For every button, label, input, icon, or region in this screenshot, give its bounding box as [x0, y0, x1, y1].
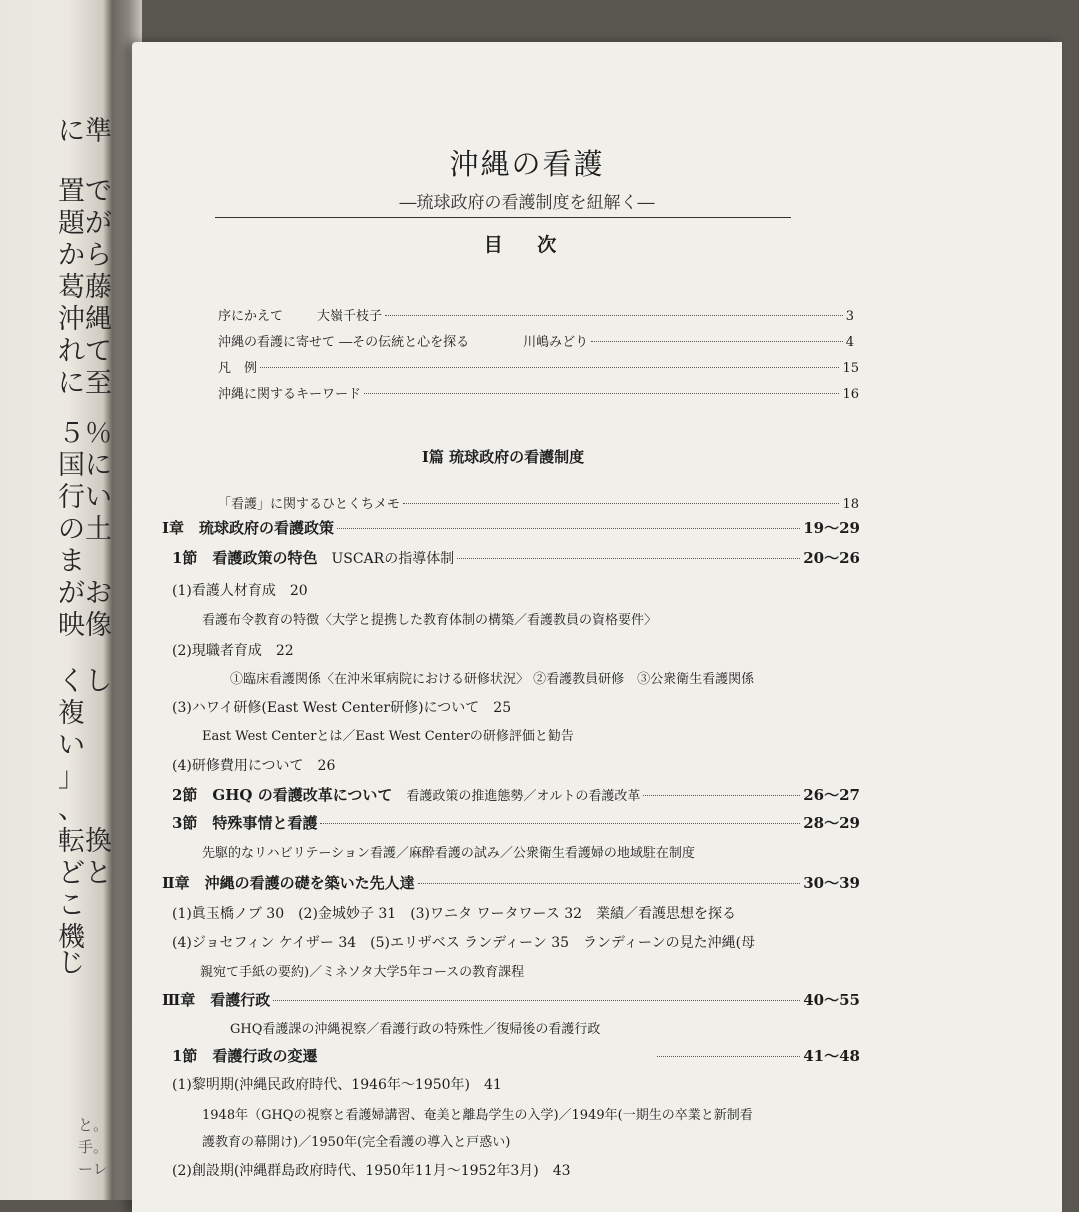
toc-chapter-1	[162, 517, 860, 538]
toc-item-3-1-line-1: 1948年（GHQの視察と看護婦講習、奄美と離島学生の入学)／1949年(一期生の卒業と新制看	[202, 1108, 753, 1123]
toc-entry-keywords	[218, 383, 859, 402]
chapter-page: 19～29	[803, 519, 860, 537]
toc-heading: 目 次	[483, 234, 571, 256]
chapter-label: Ⅰ章 琉球政府の看護政策	[162, 519, 335, 537]
toc-item-3-1-line-2: 護教育の幕開け)／1950年(完全看護の導入と戸惑い)	[202, 1135, 511, 1150]
left-page-text-fragment: 、	[58, 794, 85, 825]
leader-dots	[403, 503, 839, 504]
left-page-text-fragment: 機	[58, 922, 85, 953]
left-page-text-fragment: 葛藤	[58, 272, 112, 303]
entry-page: 18	[842, 497, 859, 512]
title-rule	[215, 217, 791, 218]
leader-dots	[260, 367, 839, 368]
left-page-text-fragment: ま	[58, 546, 85, 577]
entry-label: 沖縄の看護に寄せて ―その伝統と心を探る	[218, 335, 470, 350]
toc-item-3-1: (1)黎明期(沖縄民政府時代、1946年～1950年) 41	[172, 1077, 502, 1093]
chapter-page: 30～39	[803, 874, 860, 892]
entry-page: 15	[842, 361, 859, 376]
section-label: 1節 看護政策の特色	[172, 549, 318, 567]
left-page-text-fragment: い	[58, 730, 85, 761]
left-page-text-fragment: どと	[58, 858, 112, 889]
leader-dots	[385, 315, 843, 316]
left-page-text-fragment: がお	[58, 578, 112, 609]
toc-page	[132, 42, 1062, 1212]
left-page-text-fragment: 行い	[58, 482, 112, 513]
entry-author: 川嶋みどり	[523, 335, 589, 350]
entry-label: 序にかえて	[218, 309, 284, 324]
leader-dots	[273, 1000, 800, 1001]
toc-item-1-detail: 看護布令教育の特徴〈大学と提携した教育体制の構築／看護教員の資格要件〉	[202, 613, 658, 628]
left-page-text-fragment: こ	[58, 890, 85, 921]
leader-dots	[457, 558, 800, 559]
toc-item-2: (2)現職者育成 22	[172, 643, 294, 659]
left-page-text-fragment: くし	[58, 666, 112, 697]
toc-chapter-2-line-1: (1)眞玉橋ノブ 30 (2)金城妙子 31 (3)ワニタ ワータワース 32 業績／看護思想を探る	[172, 906, 737, 922]
chapter-label: Ⅱ章 沖縄の看護の礎を築いた先人達	[162, 874, 415, 892]
section-page: 26～27	[803, 786, 860, 804]
left-page-text-fragment: に準	[58, 116, 112, 147]
left-page-text-fragment: 沖縄	[58, 304, 112, 335]
left-page-text-fragment: じ	[58, 948, 85, 979]
chapter-label: Ⅲ章 看護行政	[162, 991, 271, 1009]
toc-chapter-2-line-2: (4)ジョセフィン ケイザー 34 (5)エリザベス ランディーン 35 ランディーンの見た沖縄(母	[172, 935, 756, 951]
left-page-text-fragment: 複	[58, 698, 85, 729]
left-page-text-fragment: ５％	[58, 418, 112, 449]
left-page-text-fragment: 国に	[58, 450, 112, 481]
toc-entry-foreword	[218, 331, 854, 350]
left-page-footnote-fragment: と。	[78, 1116, 109, 1134]
toc-item-3-2: (2)創設期(沖縄群島政府時代、1950年11月～1952年3月) 43	[172, 1163, 571, 1179]
book-title: 沖縄の看護	[449, 147, 605, 181]
toc-chapter-3	[162, 989, 860, 1010]
toc-item-4: (4)研修費用について 26	[172, 758, 336, 774]
leader-dots	[418, 883, 801, 884]
leader-dots	[320, 823, 800, 824]
entry-label: 「看護」に関するひとくちメモ	[218, 497, 401, 512]
left-page-text-fragment: 置で	[58, 176, 112, 207]
toc-section-1-3-detail: 先駆的なリハビリテーション看護／麻酔看護の試み／公衆衛生看護婦の地域駐在制度	[202, 846, 695, 861]
left-page-text-fragment: 転換	[58, 826, 112, 857]
toc-section-1-3	[172, 812, 860, 833]
left-page-text-fragment: 題が	[58, 208, 112, 239]
section-label: 2節 GHQ の看護改革について	[172, 786, 393, 804]
section-page: 41～48	[803, 1047, 860, 1065]
left-page-text-fragment: 」	[58, 762, 85, 793]
toc-section-1-2	[172, 784, 860, 805]
toc-section-1-1	[172, 547, 860, 568]
leader-dots	[643, 795, 800, 796]
toc-chapter-2-line-3: 親宛て手紙の要約)／ミネソタ大学5年コースの教育課程	[200, 965, 525, 980]
left-page-footnote-fragment: 手。	[78, 1138, 109, 1156]
section-label: 3節 特殊事情と看護	[172, 814, 318, 832]
left-page-text-fragment: れて	[58, 336, 112, 367]
leader-dots	[337, 528, 800, 529]
part-heading: Ⅰ篇 琉球政府の看護制度	[421, 448, 585, 466]
section-sub: USCARの指導体制	[331, 551, 455, 567]
toc-section-3-1	[172, 1045, 860, 1066]
entry-page: 16	[842, 387, 859, 402]
entry-page: 3	[845, 309, 854, 324]
left-page-text-fragment: に至	[58, 368, 112, 399]
leader-dots	[591, 341, 843, 342]
toc-entry-memo	[218, 493, 859, 512]
toc-entry-preface	[218, 305, 854, 324]
toc-chapter-2	[162, 872, 860, 893]
toc-item-3: (3)ハワイ研修(East West Center研修)について 25	[172, 700, 512, 716]
section-page: 20～26	[803, 549, 860, 567]
leader-dots	[364, 393, 839, 394]
entry-author: 大嶺千枝子	[317, 309, 383, 324]
entry-label: 凡 例	[218, 361, 258, 376]
section-label: 1節 看護行政の変遷	[172, 1047, 318, 1065]
left-page-footnote-fragment: ーレ	[78, 1160, 108, 1178]
toc-item-2-detail: ①臨床看護関係〈在沖米軍病院における研修状況〉 ②看護教員研修 ③公衆衛生看護関係	[230, 672, 755, 687]
left-page-text-fragment: 映像	[58, 610, 112, 641]
left-page-edge	[0, 0, 112, 1200]
left-page-text-fragment: の土	[58, 514, 112, 545]
leader-dots	[657, 1056, 800, 1057]
book-subtitle: ―琉球政府の看護制度を紐解く―	[399, 193, 655, 213]
left-page-text-fragment: から	[58, 240, 112, 271]
toc-item-1: (1)看護人材育成 20	[172, 583, 308, 599]
toc-entry-notes	[218, 357, 859, 376]
toc-chapter-3-detail: GHQ看護課の沖縄視察／看護行政の特殊性／復帰後の看護行政	[230, 1022, 601, 1037]
section-page: 28～29	[803, 814, 860, 832]
entry-label: 沖縄に関するキーワード	[218, 387, 362, 402]
toc-item-3-detail: East West Centerとは／East West Centerの研修評価と勧告	[202, 729, 574, 744]
section-sub: 看護政策の推進態勢／オルトの看護改革	[406, 789, 641, 804]
entry-page: 4	[845, 335, 854, 350]
chapter-page: 40～55	[803, 991, 860, 1009]
